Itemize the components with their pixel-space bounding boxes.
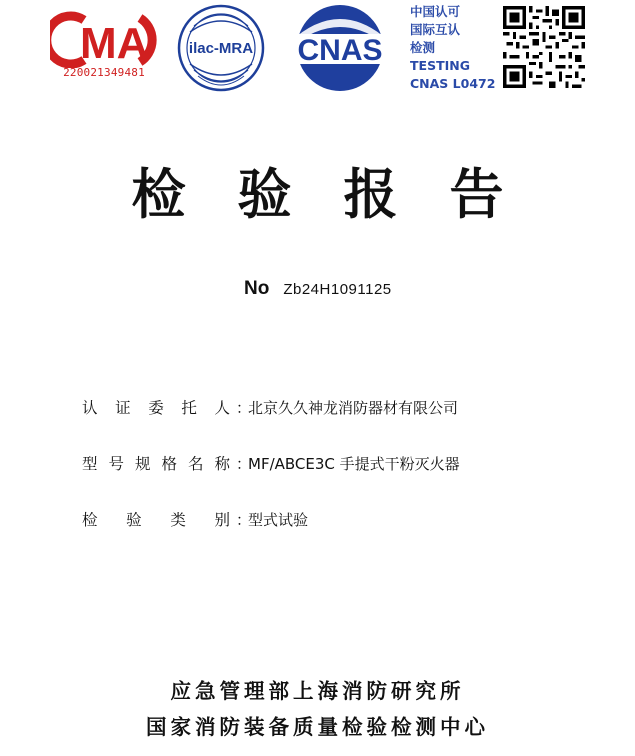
report-number bbox=[244, 278, 392, 300]
cnas-caption-line: TESTING bbox=[410, 58, 470, 73]
field-client bbox=[82, 396, 458, 418]
field-label: 检验类别 bbox=[82, 511, 232, 529]
field-colon: ： bbox=[236, 511, 252, 529]
field-colon: ： bbox=[236, 455, 252, 473]
cnas-caption-line: 中国认可 bbox=[410, 4, 461, 19]
cnas-letters: CNAS bbox=[297, 34, 383, 67]
title-char: 报 bbox=[343, 162, 398, 226]
logo-header bbox=[0, 0, 635, 95]
title-char: 检 bbox=[131, 162, 186, 226]
ilac-text: ilac-MRA bbox=[188, 40, 254, 57]
title-char: 验 bbox=[237, 162, 292, 226]
report-number-label: No bbox=[244, 278, 270, 299]
cnas-logo bbox=[278, 2, 402, 94]
field-colon: ： bbox=[236, 399, 252, 417]
institution-name-1: 应急管理部上海消防研究所 bbox=[170, 679, 465, 703]
title-char: 告 bbox=[449, 162, 504, 226]
field-model bbox=[82, 452, 460, 474]
qr-code-icon bbox=[503, 6, 585, 88]
field-value: 北京久久神龙消防器材有限公司 bbox=[248, 399, 459, 417]
cma-logo bbox=[50, 8, 158, 90]
institution-name-2: 国家消防装备质量检验检测中心 bbox=[146, 715, 489, 739]
field-value: 型式试验 bbox=[248, 511, 309, 529]
field-label: 型号规格名称 bbox=[82, 455, 232, 473]
cnas-caption-line: 国际互认 bbox=[410, 22, 461, 37]
cnas-caption-line: CNAS L0472 bbox=[410, 76, 496, 91]
field-label: 认证委托人 bbox=[82, 399, 232, 417]
cnas-caption-line: 检测 bbox=[410, 40, 436, 55]
cma-number: 220021349481 bbox=[63, 66, 145, 79]
field-value: MF/ABCE3C 手提式干粉灭火器 bbox=[248, 455, 460, 473]
cma-mark-icon bbox=[50, 8, 158, 68]
report-number-value: Zb24H1091125 bbox=[283, 281, 392, 298]
field-inspection-type bbox=[82, 508, 308, 530]
report-title bbox=[0, 152, 635, 229]
ilac-mra-logo bbox=[172, 2, 270, 94]
cnas-caption bbox=[410, 3, 510, 93]
cma-letters: MA bbox=[80, 19, 149, 68]
